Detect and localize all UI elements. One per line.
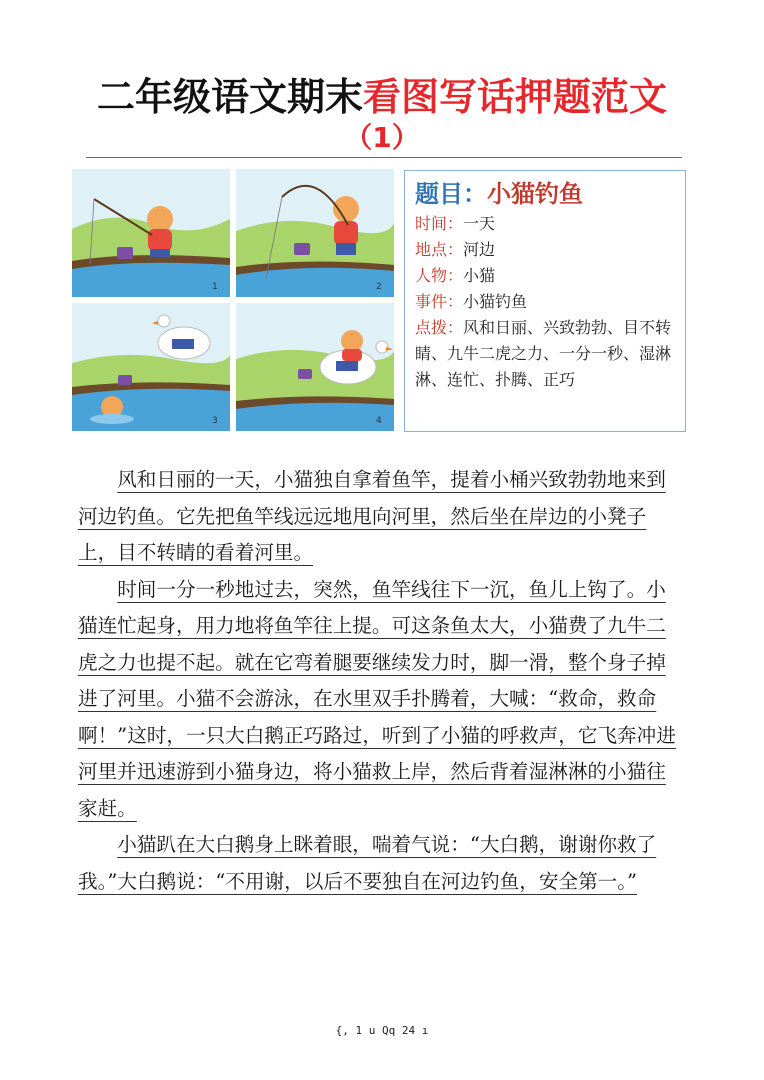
panel-1-illustration [72, 169, 230, 297]
info-row-event [415, 289, 675, 315]
character-value: 小猫 [463, 266, 496, 285]
place-label: 地点： [415, 240, 464, 259]
info-row-time [415, 211, 675, 237]
character-label: 人物： [415, 266, 464, 285]
essay-paragraph-3 [78, 827, 678, 900]
picture-grid [72, 169, 396, 433]
event-label: 事件： [415, 292, 464, 311]
info-row-character [415, 263, 675, 289]
essay-paragraph-2-text: 时间一分一秒地过去，突然，鱼竿线往下一沉，鱼儿上钩了。小猫连忙起身，用力地将鱼竿往上提。可这条鱼太大，小猫费了九牛二虎之力也提不起。就在它弯着腿要继续发力时，脚一滑，整个身子掉进了河里。小猫不会游泳，在水里双手扑腾着，大喊：“救命，救命啊！”这时，一只大白鹅正巧路过，听到了小猫的呼救声，它飞奔冲进河里并迅速游到小猫身边，将小猫救上岸，然后背着湿淋淋的小猫往家赶。 [78, 577, 676, 820]
panel-2-illustration [236, 169, 394, 297]
info-box [404, 170, 686, 432]
place-value: 河边 [463, 240, 496, 259]
title-black-part: 二年级语文期末 [96, 75, 363, 119]
title-number: （1） [344, 121, 420, 154]
panel-4-illustration [236, 303, 394, 431]
panel-3-number: 3 [212, 416, 218, 426]
essay-paragraph-3-text: 小猫趴在大白鹅身上眯着眼，喘着气说：“大白鹅，谢谢你救了我。”大白鹅说：“不用谢，以后不要独自在河边钓鱼，安全第一。” [78, 833, 657, 893]
essay-paragraph-1 [78, 462, 678, 572]
page-footer: {, 1 u Qq 24 ı [335, 1024, 429, 1037]
tips-label: 点拨： [415, 318, 464, 337]
info-row-place [415, 237, 675, 263]
panel-2-number: 2 [376, 282, 382, 292]
picture-panel-4 [236, 303, 394, 431]
event-value: 小猫钓鱼 [463, 292, 528, 311]
topic-value: 小猫钓鱼 [487, 180, 583, 208]
page-title [0, 74, 764, 120]
tips-value: 风和日丽、兴致勃勃、目不转睛、九牛二虎之力、一分一秒、湿淋淋、连忙、扑腾、正巧 [415, 318, 672, 389]
picture-panel-2 [236, 169, 394, 297]
essay-paragraph-2 [78, 572, 678, 828]
essay-body [78, 462, 678, 900]
panel-4-number: 4 [376, 416, 382, 426]
picture-panel-1 [72, 169, 230, 297]
title-divider [86, 157, 682, 158]
panel-1-number: 1 [212, 282, 218, 292]
info-tips [415, 315, 675, 393]
title-red-part: 看图写话押题范文 [363, 75, 668, 119]
topic-line [415, 177, 675, 211]
essay-paragraph-1-text: 风和日丽的一天，小猫独自拿着鱼竿，提着小桶兴致勃勃地来到河边钓鱼。它先把鱼竿线远远地甩向河里，然后坐在岸边的小凳子上，目不转睛的看着河里。 [78, 468, 666, 564]
panel-3-illustration [72, 303, 230, 431]
time-value: 一天 [463, 214, 496, 233]
time-label: 时间： [415, 214, 464, 233]
topic-label: 题目： [415, 180, 487, 208]
picture-panel-3 [72, 303, 230, 431]
